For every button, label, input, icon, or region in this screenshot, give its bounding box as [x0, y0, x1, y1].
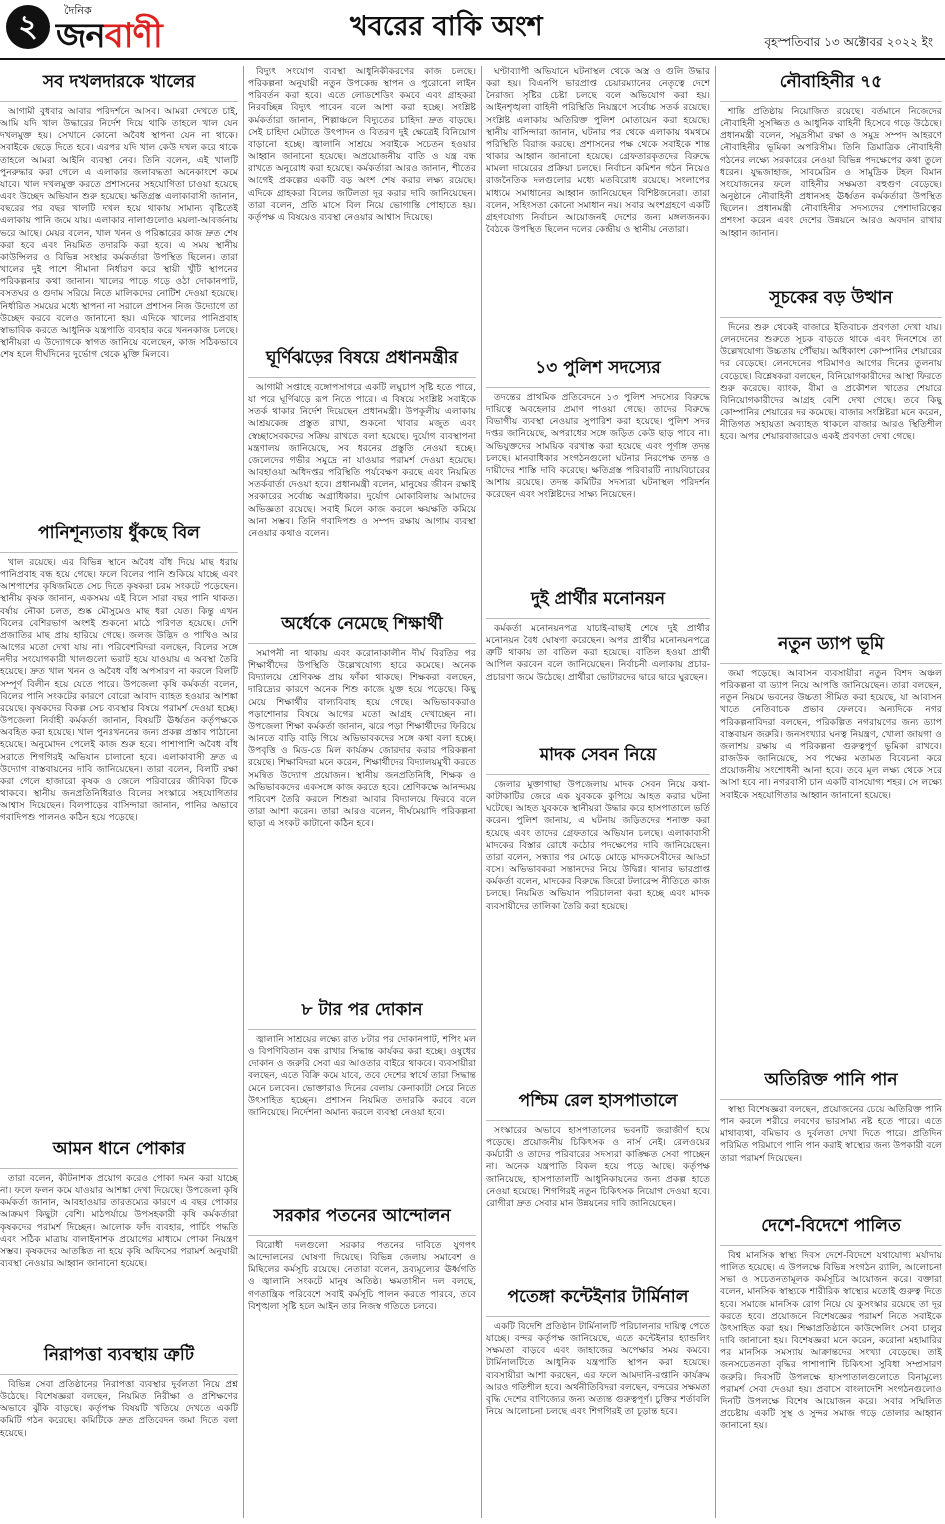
news-story — [486, 66, 710, 346]
story-body: খাল রয়েছে। এর বিভিন্ন স্থানে অবৈধ বাঁধ দিয়ে মাছ ধরায় পানিপ্রবাহ বন্ধ হয়ে গেছে। ফলে বিলের পানি শুকিয়ে যাচ্ছে এবং আশপাশের কৃষিজমিতে সেচ দিতে কৃষকরা চরম সংকটে পড়েছেন। স্থানীয় কৃষক জানান, একসময় এই বিলে সারা বছর পানি থাকত। বর্ষায় নৌকা চলত, শুষ্ক মৌসুমেও মাছ ধরা যেত। কিন্তু এখন বিলের বেশিরভাগ অংশই শুকনো মাঠে পরিণত হয়েছে। দেশি প্রজাতির মাছ প্রায় হারিয়ে গেছে। জলজ উদ্ভিদ ও পাখিও আর আগের মতো দেখা যায় না। পরিবেশবিদরা বলছেন, বিলের সঙ্গে নদীর সংযোগকারী খালগুলো ভরাট হয়ে যাওয়ায় এ অবস্থা তৈরি হয়েছে। দ্রুত খাল খনন ও অবৈধ বাঁধ অপসারণ না করলে বিলটি সম্পূর্ণ বিলীন হয়ে যেতে পারে। উপজেলা কৃষি কর্মকর্তা বলেন, বিলের পানি সংকটের কারণে বোরো আবাদ ব্যাহত হওয়ার আশঙ্কা রয়েছে। কৃষকদের বিকল্প সেচ ব্যবস্থার বিষয়ে পরামর্শ দেওয়া হচ্ছে। উপজেলা নির্বাহী কর্মকর্তা জানান, বিষয়টি ঊর্ধ্বতন কর্তৃপক্ষকে অবহিত করা হয়েছে। খাল পুনঃখননের জন্য প্রকল্প প্রস্তাব পাঠানো হয়েছে। অনুমোদন পেলেই কাজ শুরু হবে। পাশাপাশি অবৈধ বাঁধ সরাতে শিগগিরই অভিযান চালানো হবে। এলাকাবাসী দ্রুত এ উদ্যোগ বাস্তবায়নের দাবি জানিয়েছেন। তারা বলেন, বিলটি রক্ষা করা গেলে হাজারো কৃষক ও জেলে পরিবারের জীবিকা টিকে থাকবে। স্থানীয় জনপ্রতিনিধিরাও বিলের সংস্কারে সহযোগিতার আশ্বাস দিয়েছেন। বিলপাড়ের বাসিন্দারা জানান, পানির অভাবে গবাদিপশু পালনও কঠিন হয়ে পড়েছে। — [0, 557, 238, 824]
news-story — [720, 1210, 942, 1518]
story-headline: অর্ধেকে নেমেছে শিক্ষার্থী — [248, 608, 476, 644]
story-body: সংস্কারের অভাবে হাসপাতালের ভবনটি জরাজীর্ণ হয়ে পড়েছে। প্রয়োজনীয় চিকিৎসক ও নার্স নেই। রেলওয়ের কর্মচারী ও তাদের পরিবারের সদস্যরা কাঙ্ক্ষিত সেবা পাচ্ছেন না। অনেক যন্ত্রপাতি বিকল হয়ে পড়ে আছে। কর্তৃপক্ষ জানিয়েছে, হাসপাতালটি আধুনিকায়নের জন্য প্রকল্প হাতে নেওয়া হয়েছে। শিগগিরই নতুন চিকিৎসক নিয়োগ দেওয়া হবে। রোগীরা দ্রুত সেবার মান উন্নয়নের দাবি জানিয়েছেন। — [486, 1125, 710, 1209]
news-story — [486, 1281, 710, 1461]
story-body: তদন্তের প্রাথমিক প্রতিবেদনে ১৩ পুলিশ সদস্যের বিরুদ্ধে দায়িত্বে অবহেলার প্রমাণ পাওয়া গেছে। তাদের বিরুদ্ধে বিভাগীয় ব্যবস্থা নেওয়ার সুপারিশ করা হয়েছে। পুলিশ সদর দপ্তর জানিয়েছে, অপরাধের সঙ্গে জড়িত কেউ ছাড় পাবে না। অভিযুক্তদের সাময়িক বরখাস্ত করা হয়েছে এবং পূর্ণাঙ্গ তদন্ত চলছে। মানবাধিকার সংগঠনগুলো ঘটনার নিরপেক্ষ তদন্ত ও দায়ীদের শাস্তি দাবি করেছে। ক্ষতিগ্রস্ত পরিবারটি ন্যায়বিচারের আশায় রয়েছে। তদন্ত কমিটির সদস্যরা ঘটনাস্থল পরিদর্শন করেছেন এবং সংশ্লিষ্টদের সাক্ষ্য নিয়েছেন। — [486, 392, 710, 501]
news-story — [248, 994, 476, 1194]
story-body: জ্বালানি সাশ্রয়ের লক্ষ্যে রাত ৮টার পর দোকানপাট, শপিং মল ও বিপণিবিতান বন্ধ রাখার সিদ্ধান্ত কার্যকর করা হচ্ছে। ওষুধের দোকান ও জরুরি সেবা এর আওতার বাইরে থাকবে। ব্যবসায়ীরা বলছেন, এতে বিক্রি কমে যাবে, তবে দেশের স্বার্থে তারা সিদ্ধান্ত মেনে চলবেন। ভোক্তারাও দিনের বেলায় কেনাকাটা সেরে নিতে উৎসাহিত হচ্ছেন। প্রশাসন নিয়মিত তদারকি করবে বলে জানিয়েছে। নির্দেশনা অমান্য করলে ব্যবস্থা নেওয়া হবে। — [248, 1034, 476, 1118]
story-headline: সব দখলদারকে খালের — [0, 66, 238, 102]
news-story — [248, 608, 476, 988]
masthead — [0, 0, 945, 58]
logo-prefix: দৈনিক — [64, 4, 92, 17]
news-story — [486, 583, 710, 733]
news-story — [0, 1133, 238, 1333]
story-headline: ৮ টার পর দোকান — [248, 994, 476, 1030]
story-headline: পানিশূন্যতায় ধুঁকছে বিল — [0, 517, 238, 553]
story-headline: দেশে-বিদেশে পালিত — [720, 1210, 942, 1246]
newspaper-logo — [56, 2, 231, 56]
section-title: খবরের বাকি অংশ — [350, 11, 543, 42]
story-body: আগামী সপ্তাহে বঙ্গোপসাগরে একটি লঘুচাপ সৃষ্টি হতে পারে, যা পরে ঘূর্ণিঝড়ে রূপ নিতে পারে। এ বিষয়ে সংশ্লিষ্ট সবাইকে সতর্ক থাকার নির্দেশ দিয়েছেন প্রধানমন্ত্রী। উপকূলীয় এলাকায় আশ্রয়কেন্দ্র প্রস্তুত রাখা, শুকনো খাবার মজুত এবং স্বেচ্ছাসেবকদের সক্রিয় রাখতে বলা হয়েছে। দুর্যোগ ব্যবস্থাপনা মন্ত্রণালয় জানিয়েছে, সব ধরনের প্রস্তুতি নেওয়া হচ্ছে। জেলেদের গভীর সমুদ্রে না যাওয়ার পরামর্শ দেওয়া হয়েছে। আবহাওয়া অধিদপ্তর পরিস্থিতি পর্যবেক্ষণ করছে এবং নিয়মিত সতর্কবার্তা দেওয়া হবে। প্রধানমন্ত্রী বলেন, মানুষের জীবন রক্ষাই সরকারের সর্বোচ্চ অগ্রাধিকার। দুর্যোগ মোকাবিলায় আমাদের অভিজ্ঞতা রয়েছে। সবাই মিলে কাজ করলে ক্ষয়ক্ষতি কমিয়ে আনা সম্ভব। তিনি গবাদিপশু ও সম্পদ রক্ষায় আগাম ব্যবস্থা নেওয়ার কথাও বলেন। — [248, 382, 476, 539]
column-divider — [715, 66, 716, 1518]
news-story — [0, 66, 238, 511]
story-headline: পশ্চিম রেল হাসপাতালে — [486, 1085, 710, 1121]
column-1 — [0, 66, 238, 1518]
news-story — [720, 282, 942, 622]
news-story — [248, 342, 476, 602]
news-story — [0, 517, 238, 1127]
issue-date: বৃহস্পতিবার ১৩ অক্টোবর ২০২২ ইং — [764, 35, 933, 49]
story-body: স্বাস্থ্য বিশেষজ্ঞরা বলছেন, প্রয়োজনের চেয়ে অতিরিক্ত পানি পান করলে শরীরে লবণের ভারসাম্য নষ্ট হতে পারে। এতে মাথাব্যথা, বমিভাব ও দুর্বলতা দেখা দিতে পারে। প্রতিদিন পরিমিত পরিমাণে পানি পান করাই স্বাস্থ্যের জন্য উপকারী বলে তারা পরামর্শ দিয়েছেন। — [720, 1104, 942, 1164]
news-story — [486, 739, 710, 1079]
news-story — [0, 1339, 238, 1475]
column-3 — [486, 66, 710, 1518]
story-headline: নতুন ড্যাপ ভূমি — [720, 628, 942, 664]
page-number-badge: ২ — [6, 5, 50, 49]
story-headline: পতেঙ্গা কন্টেইনার টার্মিনাল — [486, 1281, 710, 1317]
story-body: শান্তি প্রতিষ্ঠায় নিয়োজিত রয়েছে। বর্তমানে নিজেদের নৌবাহিনী সুসজ্জিত ও আধুনিক বাহিনী হিসেবে গড়ে উঠেছে। প্রধানমন্ত্রী বলেন, সমুদ্রসীমা রক্ষা ও সমুদ্র সম্পদ আহরণে নৌবাহিনীর ভূমিকা অপরিসীম। তিনি ত্রিমাত্রিক নৌবাহিনী গঠনের লক্ষ্যে সরকারের নেওয়া বিভিন্ন পদক্ষেপের কথা তুলে ধরেন। যুদ্ধজাহাজ, সাবমেরিন ও সামুদ্রিক টহল বিমান সংযোজনের ফলে বাহিনীর সক্ষমতা বহুগুণ বেড়েছে। অনুষ্ঠানে নৌবাহিনী প্রধানসহ ঊর্ধ্বতন কর্মকর্তারা উপস্থিত ছিলেন। প্রধানমন্ত্রী নৌবাহিনীর সদস্যদের পেশাদারিত্বের প্রশংসা করেন এবং দেশের উন্নয়নে আরও অবদান রাখার আহ্বান জানান। — [720, 106, 942, 239]
story-headline: আমন ধানে পোকার — [0, 1133, 238, 1169]
news-story — [486, 1085, 710, 1275]
story-headline: নিরাপত্তা ব্যবস্থায় ত্রুটি — [0, 1339, 238, 1375]
story-headline: অতিরিক্ত পানি পান — [720, 1064, 942, 1100]
story-body: জেলার মুক্তাগাছা উপজেলায় মাদক সেবন নিয়ে কথা-কাটাকাটির জেরে এক যুবককে কুপিয়ে আহত করার ঘটনা ঘটেছে। আহত যুবককে স্থানীয়রা উদ্ধার করে হাসপাতালে ভর্তি করেন। পুলিশ জানায়, এ ঘটনায় জড়িতদের শনাক্ত করা হয়েছে এবং তাদের গ্রেফতারে অভিযান চলছে। এলাকাবাসী মাদকের বিস্তার রোধে কঠোর পদক্ষেপের দাবি জানিয়েছেন। তারা বলেন, সন্ধ্যার পর মোড়ে মোড়ে মাদকসেবীদের আড্ডা বসে। অভিভাবকরা সন্তানদের নিয়ে উদ্বিগ্ন। থানার ভারপ্রাপ্ত কর্মকর্তা বলেন, মাদকের বিরুদ্ধে জিরো টলারেন্স নীতিতে কাজ চলছে। নিয়মিত অভিযান পরিচালনা করা হচ্ছে এবং মাদক ব্যবসায়ীদের তালিকা তৈরি করা হয়েছে। — [486, 779, 710, 912]
story-headline: ১৩ পুলিশ সদস্যের — [486, 352, 710, 388]
news-story — [486, 352, 710, 577]
story-headline: ঘূর্ণিঝড়ের বিষয়ে প্রধানমন্ত্রীর — [248, 342, 476, 378]
story-body: তারা বলেন, কীটনাশক প্রয়োগ করেও পোকা দমন করা যাচ্ছে না। ফলে ফলন কমে যাওয়ার আশঙ্কা দেখা দিয়েছে। উপজেলা কৃষি কর্মকর্তা জানান, আবহাওয়ার তারতম্যের কারণে এ বছর পোকার আক্রমণ কিছুটা বেশি। মাঠপর্যায়ে উপসহকারী কৃষি কর্মকর্তারা কৃষকদের পরামর্শ দিচ্ছেন। আলোক ফাঁদ ব্যবহার, পার্চিং পদ্ধতি এবং সঠিক মাত্রায় বালাইনাশক প্রয়োগের মাধ্যমে পোকা নিয়ন্ত্রণ সম্ভব। কৃষকদের আতঙ্কিত না হয়ে কৃষি অফিসের পরামর্শ অনুযায়ী ব্যবস্থা নেওয়ার আহ্বান জানানো হয়েছে। — [0, 1173, 238, 1270]
news-story — [248, 66, 476, 336]
story-body: ঘণ্টাব্যাপী অভিযানে ঘটনাস্থল থেকে অস্ত্র ও গুলি উদ্ধার করা হয়। বিএনপি ভারপ্রাপ্ত চেয়ারম্যানের নেতৃত্বে দেশে নৈরাজ্য সৃষ্টির চেষ্টা চলছে বলে অভিযোগ করা হয়। আইনশৃঙ্খলা বাহিনী পরিস্থিতি নিয়ন্ত্রণে সর্বোচ্চ সতর্ক রয়েছে। সংশ্লিষ্ট এলাকায় অতিরিক্ত পুলিশ মোতায়েন করা হয়েছে। স্থানীয় বাসিন্দারা জানান, ঘটনার পর থেকে এলাকায় থমথমে পরিস্থিতি বিরাজ করছে। প্রশাসনের পক্ষ থেকে সবাইকে শান্ত থাকার আহ্বান জানানো হয়েছে। গ্রেফতারকৃতদের বিরুদ্ধে মামলা দায়েরের প্রক্রিয়া চলছে। নির্বাচন কমিশন গঠন নিয়েও রাজনৈতিক দলগুলোর মধ্যে মতবিরোধ রয়েছে। সংলাপের মাধ্যমে সমাধানের আহ্বান জানিয়েছেন বিশিষ্টজনেরা। তারা বলেন, সহিংসতা কোনো সমাধান নয়। সবার অংশগ্রহণে একটি গ্রহণযোগ্য নির্বাচন আয়োজনই দেশের জন্য মঙ্গলজনক। বৈঠকে উপস্থিত ছিলেন দলের কেন্দ্রীয় ও স্থানীয় নেতারা। — [486, 66, 710, 236]
news-story — [720, 66, 942, 276]
story-body: বিশ্ব মানসিক স্বাস্থ্য দিবস দেশে-বিদেশে যথাযোগ্য মর্যাদায় পালিত হয়েছে। এ উপলক্ষে বিভিন্ন সংগঠন র‍্যালি, আলোচনা সভা ও সচেতনতামূলক কর্মসূচির আয়োজন করে। বক্তারা বলেন, মানসিক স্বাস্থ্যকে শারীরিক স্বাস্থ্যের মতোই গুরুত্ব দিতে হবে। সমাজে মানসিক রোগ নিয়ে যে কুসংস্কার রয়েছে তা দূর করতে হবে। প্রয়োজনে বিশেষজ্ঞের পরামর্শ নিতে সবাইকে উৎসাহিত করা হয়। শিক্ষাপ্রতিষ্ঠানে কাউন্সেলিং সেবা চালুর দাবি জানানো হয়। বিশেষজ্ঞরা মনে করেন, করোনা মহামারির পর মানসিক সমস্যায় আক্রান্তদের সংখ্যা বেড়েছে। তাই জনসচেতনতা বৃদ্ধির পাশাপাশি চিকিৎসা সুবিধা সম্প্রসারণ জরুরি। দিবসটি উপলক্ষে হাসপাতালগুলোতে বিনামূল্যে পরামর্শ সেবা দেওয়া হয়। প্রবাসে বাংলাদেশি সংগঠনগুলোও দিনটি উপলক্ষে বিশেষ আয়োজন করে। সবার সম্মিলিত প্রচেষ্টায় একটি সুস্থ ও সুন্দর সমাজ গড়ে তোলার আহ্বান জানানো হয়। — [720, 1250, 942, 1432]
column-4 — [720, 66, 942, 1518]
column-divider — [481, 66, 482, 1518]
story-body: সমাপনী না থাকায় এবং করোনাকালীন দীর্ঘ বিরতির পর শিক্ষার্থীদের উপস্থিতি উল্লেখযোগ্য হারে কমেছে। অনেক বিদ্যালয়ে শ্রেণিকক্ষ প্রায় ফাঁকা থাকছে। শিক্ষকরা বলছেন, দারিদ্র্যের কারণে অনেক শিশু কাজে যুক্ত হয়ে পড়েছে। কিছু মেয়ে শিক্ষার্থীর বাল্যবিবাহ হয়ে গেছে। অভিভাবকরাও পড়াশোনার বিষয়ে আগের মতো আগ্রহ দেখাচ্ছেন না। উপজেলা শিক্ষা কর্মকর্তা জানান, ঝরে পড়া শিক্ষার্থীদের ফিরিয়ে আনতে বাড়ি বাড়ি গিয়ে অভিভাবকদের সঙ্গে কথা বলা হচ্ছে। উপবৃত্তি ও মিড-ডে মিল কার্যক্রম জোরদার করার পরিকল্পনা রয়েছে। শিক্ষাবিদরা মনে করেন, শিক্ষার্থীদের বিদ্যালয়মুখী করতে সমন্বিত উদ্যোগ প্রয়োজন। স্থানীয় জনপ্রতিনিধি, শিক্ষক ও অভিভাবকদের একসঙ্গে কাজ করতে হবে। শ্রেণিকক্ষে আনন্দময় পরিবেশ তৈরি করলে শিশুরা আবার বিদ্যালয়ে ফিরবে বলে তারা আশা করেন। তারা আরও বলেন, দীর্ঘমেয়াদি পরিকল্পনা ছাড়া এ সংকট কাটানো কঠিন হবে। — [248, 648, 476, 830]
column-divider — [243, 66, 244, 1518]
story-body: কর্মকর্তা মনোনয়নপত্র যাচাই-বাছাই শেষে দুই প্রার্থীর মনোনয়ন বৈধ ঘোষণা করেছেন। অপর প্রার্থীর মনোনয়নপত্রে ত্রুটি থাকায় তা বাতিল করা হয়েছে। বাতিল হওয়া প্রার্থী আপিল করবেন বলে জানিয়েছেন। নির্বাচনী এলাকায় প্রচার-প্রচারণা জমে উঠেছে। প্রার্থীরা ভোটারদের দ্বারে দ্বারে ঘুরছেন। — [486, 623, 710, 683]
masthead-divider — [0, 58, 945, 60]
story-body: আগামী বুধবার আবার পরিদর্শনে আসব। আমরা দেখতে চাই, আমি যদি খাল উদ্ধারের নির্দেশ দিয়ে থাকি তাহলে খাল যেন দখলমুক্ত হয়। সেখানে কোনো অবৈধ স্থাপনা যেন না থাকে। সবাইকে ছেড়ে দিতে হবে। এরপর যদি খাল কেউ দখল করে থাকে তাহলে আমরা আইনি ব্যবস্থা নেব। তিনি বলেন, এই খালটি পুনরুদ্ধার করা গেলে এ এলাকার জলাবদ্ধতা অনেকাংশে কমে যাবে। খাল দখলমুক্ত করতে প্রশাসনের সহযোগিতা চাওয়া হয়েছে এবং উচ্ছেদ অভিযান শুরু হয়েছে। ক্ষতিগ্রস্ত এলাকাবাসী জানান, বছরের পর বছর খালটি দখল হয়ে থাকায় সামান্য বৃষ্টিতেই এলাকায় পানি জমে যায়। এলাকার নালাগুলোও ময়লা-আবর্জনায় ভরে আছে। মেয়র বলেন, খাল খনন ও পরিষ্কারের কাজ দ্রুত শেষ করা হবে এবং নিয়মিত তদারকি করা হবে। এ সময় স্থানীয় কাউন্সিলর ও বিভিন্ন সংস্থার কর্মকর্তারা উপস্থিত ছিলেন। তারা খালের দুই পাশে সীমানা নির্ধারণ করে স্থায়ী খুঁটি স্থাপনের পরিকল্পনার কথা জানান। খালের পাড়ে গড়ে ওঠা দোকানপাট, বসতঘর ও গুদাম সরিয়ে নিতে মালিকদের নোটিশ দেওয়া হয়েছে। নির্ধারিত সময়ের মধ্যে স্থাপনা না সরালে প্রশাসন নিজ উদ্যোগে তা উচ্ছেদ করবে বলেও জানানো হয়। এদিকে খালের পানিপ্রবাহ স্বাভাবিক করতে আধুনিক যন্ত্রপাতি ব্যবহার করে খননকাজ চলছে। স্থানীয়রা এ উদ্যোগকে স্বাগত জানিয়ে বলেছেন, কাজ সঠিকভাবে শেষ হলে দীর্ঘদিনের দুর্ভোগ থেকে মুক্তি মিলবে। — [0, 106, 238, 361]
story-headline: মাদক সেবন নিয়ে — [486, 739, 710, 775]
logo-part-a: জন — [56, 16, 105, 56]
news-story — [248, 1200, 476, 1340]
story-headline: সরকার পতনের আন্দোলন — [248, 1200, 476, 1236]
news-story — [720, 628, 942, 1058]
story-headline: নৌবাহিনীর ৭৫ — [720, 66, 942, 102]
story-headline: দুই প্রার্থীর মনোনয়ন — [486, 583, 710, 619]
story-headline: সূচকের বড় উত্থান — [720, 282, 942, 318]
news-story — [720, 1064, 942, 1204]
column-2 — [248, 66, 476, 1518]
story-body: বিরোধী দলগুলো সরকার পতনের দাবিতে যুগপৎ আন্দোলনের ঘোষণা দিয়েছে। বিভিন্ন জেলায় সমাবেশ ও মিছিলের কর্মসূচি রয়েছে। নেতারা বলেন, দ্রব্যমূল্যের ঊর্ধ্বগতি ও জ্বালানি সংকটে মানুষ অতিষ্ঠ। ক্ষমতাসীন দল বলছে, গণতান্ত্রিক পরিবেশে সবাই কর্মসূচি পালন করতে পারবে, তবে বিশৃঙ্খলা সৃষ্টি হলে আইন তার নিজস্ব গতিতে চলবে। — [248, 1240, 476, 1312]
logo-part-b: বাণী — [104, 16, 162, 56]
story-body: জমা পড়েছে। আবাসন ব্যবসায়ীরা নতুন বিশদ অঞ্চল পরিকল্পনা বা ড্যাপ নিয়ে আপত্তি জানিয়েছেন। তারা বলছেন, নতুন নিয়মে ভবনের উচ্চতা সীমিত করা হয়েছে, যা আবাসন খাতে নেতিবাচক প্রভাব ফেলবে। অন্যদিকে নগর পরিকল্পনাবিদরা বলছেন, পরিকল্পিত নগরায়ণের জন্য ড্যাপ বাস্তবায়ন জরুরি। জনসংখ্যার ঘনত্ব নিয়ন্ত্রণ, খোলা জায়গা ও জলাশয় রক্ষায় এ পরিকল্পনা গুরুত্বপূর্ণ ভূমিকা রাখবে। রাজউক জানিয়েছে, সব পক্ষের মতামত বিবেচনা করে প্রয়োজনীয় সংশোধনী আনা হবে। তবে মূল লক্ষ্য থেকে সরে আসা হবে না। নগরবাসী চান একটি বাসযোগ্য শহর। সে লক্ষ্যে সবাইকে সহযোগিতার আহ্বান জানানো হয়েছে। — [720, 668, 942, 801]
story-body: বিভিন্ন সেবা প্রতিষ্ঠানের নিরাপত্তা ব্যবস্থার দুর্বলতা নিয়ে প্রশ্ন উঠেছে। বিশেষজ্ঞরা বলছেন, নিয়মিত নিরীক্ষা ও প্রশিক্ষণের অভাবে ঝুঁকি বাড়ছে। কর্তৃপক্ষ বিষয়টি খতিয়ে দেখতে একটি কমিটি গঠন করেছে। কমিটিকে দ্রুত প্রতিবেদন জমা দিতে বলা হয়েছে। — [0, 1379, 238, 1439]
story-body: একটি বিদেশি প্রতিষ্ঠান টার্মিনালটি পরিচালনার দায়িত্ব পেতে যাচ্ছে। বন্দর কর্তৃপক্ষ জানিয়েছে, এতে কন্টেইনার হ্যান্ডলিং সক্ষমতা বাড়বে এবং জাহাজের অপেক্ষার সময় কমবে। টার্মিনালটিতে আধুনিক যন্ত্রপাতি স্থাপন করা হয়েছে। ব্যবসায়ীরা আশা করছেন, এর ফলে আমদানি-রপ্তানি কার্যক্রম আরও গতিশীল হবে। অর্থনীতিবিদরা বলছেন, বন্দরের সক্ষমতা বৃদ্ধি দেশের বাণিজ্যের জন্য অত্যন্ত গুরুত্বপূর্ণ। চুক্তির শর্তাবলি নিয়ে আলোচনা চলছে এবং শিগগিরই তা চূড়ান্ত হবে। — [486, 1321, 710, 1418]
story-body: বিদ্যুৎ সংযোগ ব্যবস্থা আধুনিকীকরণের কাজ চলছে। পরিকল্পনা অনুযায়ী নতুন উপকেন্দ্র স্থাপন ও পুরোনো লাইন পরিবর্তন করা হবে। এতে লোডশেডিং কমবে এবং গ্রাহকরা নিরবচ্ছিন্ন বিদ্যুৎ পাবেন বলে আশা করা হচ্ছে। সংশ্লিষ্ট কর্মকর্তারা জানান, শিল্পাঞ্চলে বিদ্যুতের চাহিদা দ্রুত বাড়ছে। সেই চাহিদা মেটাতে উৎপাদন ও বিতরণ দুই ক্ষেত্রেই বিনিয়োগ বাড়ানো হচ্ছে। জ্বালানি সাশ্রয়ে সবাইকে সচেতন হওয়ার আহ্বান জানানো হয়েছে। অপ্রয়োজনীয় বাতি ও যন্ত্র বন্ধ রাখতে অনুরোধ করা হয়েছে। কর্মকর্তারা আরও জানান, শীতের আগেই প্রকল্পের একটি বড় অংশ শেষ করার লক্ষ্য রয়েছে। এদিকে গ্রাহকরা বিলের জটিলতা দূর করার দাবি জানিয়েছেন। তারা বলেন, প্রতি মাসে বিল নিয়ে ভোগান্তি পোহাতে হয়। কর্তৃপক্ষ এ বিষয়েও ব্যবস্থা নেওয়ার আশ্বাস দিয়েছে। — [248, 66, 476, 223]
story-body: দিনের শুরু থেকেই বাজারে ইতিবাচক প্রবণতা দেখা যায়। লেনদেনের শুরুতে সূচক বাড়তে থাকে এবং দিনশেষে তা উল্লেখযোগ্য উচ্চতায় পৌঁছায়। অধিকাংশ কোম্পানির শেয়ারের দর বেড়েছে। লেনদেনের পরিমাণও আগের দিনের তুলনায় বেড়েছে। বিশ্লেষকরা বলছেন, বিনিয়োগকারীদের আস্থা ফিরতে শুরু করেছে। ব্যাংক, বীমা ও প্রকৌশল খাতের শেয়ারে বিনিয়োগকারীদের আগ্রহ বেশি দেখা গেছে। তবে কিছু কোম্পানির শেয়ারের দর কমেছে। বাজার সংশ্লিষ্টরা মনে করেন, নীতিগত সহায়তা অব্যাহত থাকলে বাজার আরও স্থিতিশীল হবে। অপর শেয়ারবাজারেও একই প্রবণতা দেখা গেছে। — [720, 322, 942, 443]
